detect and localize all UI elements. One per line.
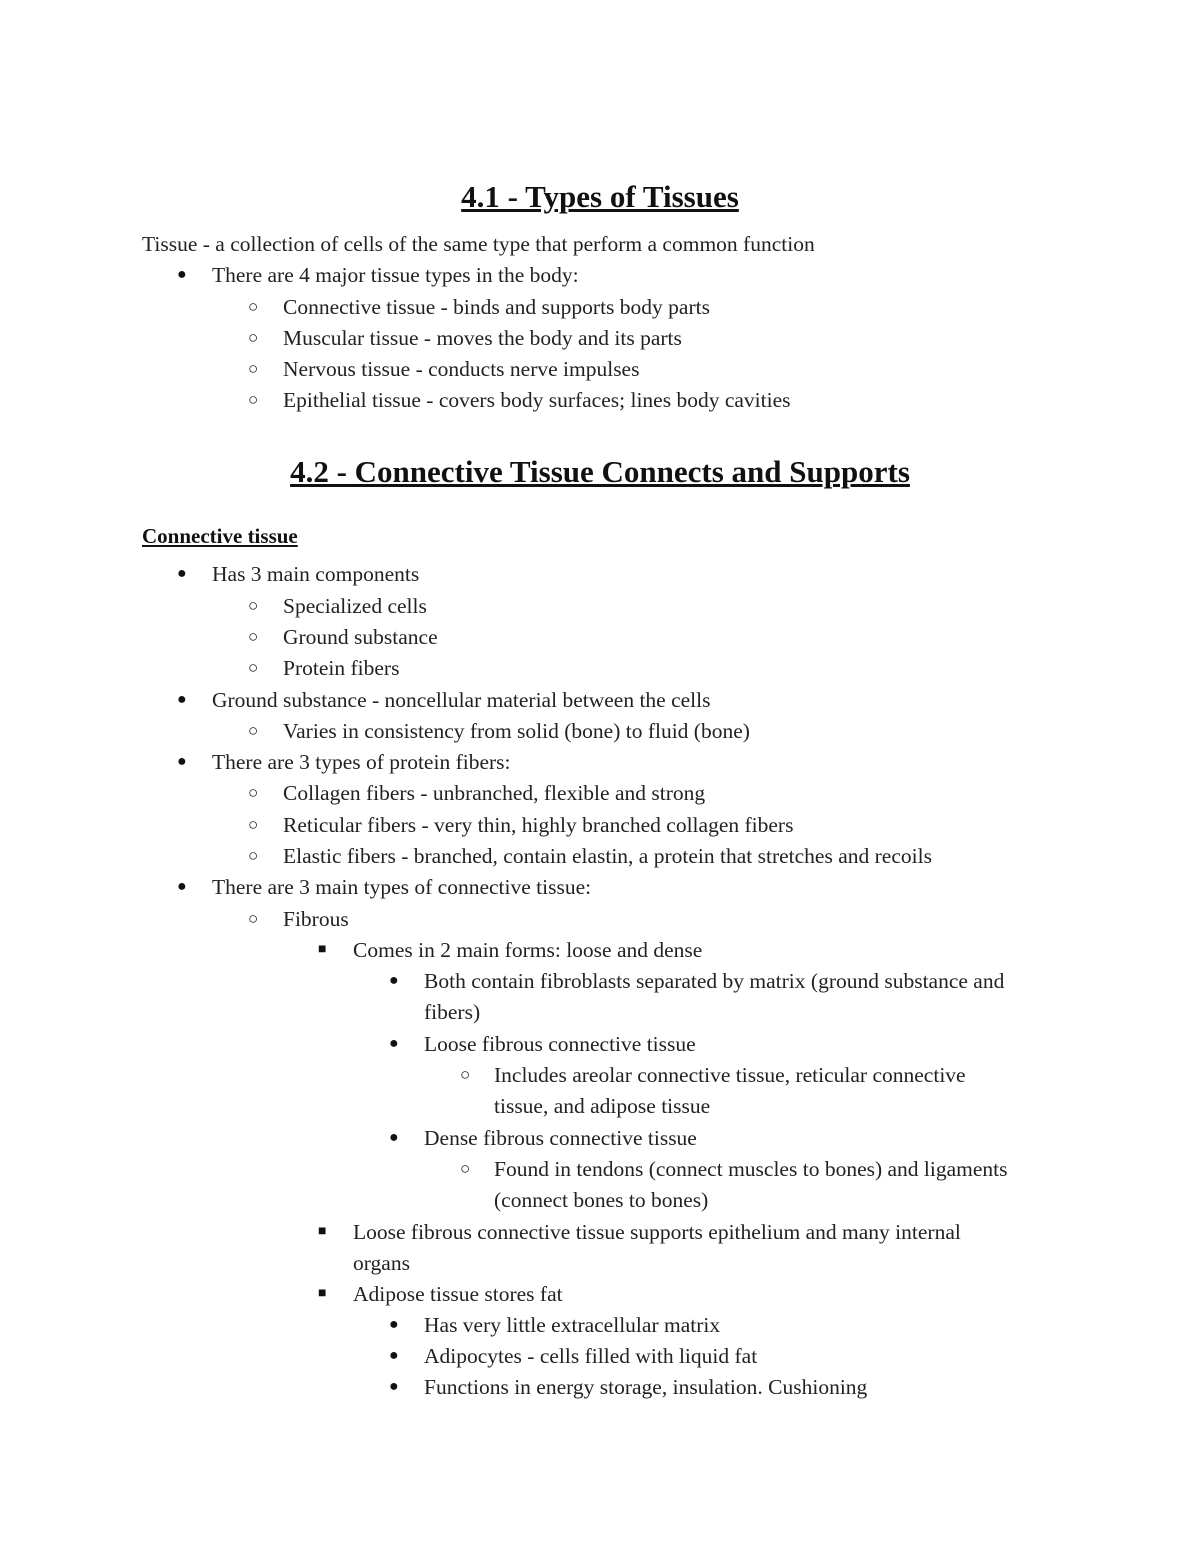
list-item: Comes in 2 main forms: loose and dense [353,938,703,962]
list-item: Nervous tissue - conducts nerve impulses [283,357,640,381]
list-item: Dense fibrous connective tissue [424,1126,697,1150]
list-item: Has 3 main components [212,562,420,586]
list-item: There are 4 major tissue types in the body: [212,263,579,287]
list-item-continuation: tissue, and adipose tissue [494,1094,711,1118]
list-item: Adipocytes - cells filled with liquid fat [424,1344,758,1368]
bullet-circle: ○ [248,815,259,834]
list-item-continuation: organs [353,1251,410,1275]
list-item: Elastic fibers - branched, contain elastin, a protein that stretches and recoils [283,844,932,868]
list-item: Collagen fibers - unbranched, flexible and strong [283,781,706,805]
bullet-circle: ○ [460,1065,471,1084]
list-item: There are 3 types of protein fibers: [212,750,511,774]
list-item: Loose fibrous connective tissue [424,1032,696,1056]
bullet-disc: ● [177,691,187,708]
bullet-disc: ● [177,878,187,895]
list-item: Ground substance - noncellular material between the cells [212,688,711,712]
list-item: Reticular fibers - very thin, highly branched collagen fibers [283,813,794,837]
list-item: Protein fibers [283,656,400,680]
list-item-continuation: fibers) [424,1000,481,1024]
list-item: Connective tissue - binds and supports body parts [283,295,710,319]
bullet-disc: ● [389,1129,399,1146]
bullet-circle: ○ [460,1159,471,1178]
list-item: Found in tendons (connect muscles to bones) and ligaments [494,1157,1008,1181]
list-item: Functions in energy storage, insulation. Cushioning [424,1375,868,1399]
list-item: Muscular tissue - moves the body and its parts [283,326,682,350]
bullet-disc: ● [177,266,187,283]
list-item: There are 3 main types of connective tissue: [212,875,592,899]
bullet-disc: ● [389,1378,399,1395]
bullet-disc: ● [389,1347,399,1364]
list-item: Epithelial tissue - covers body surfaces; lines body cavities [283,388,791,412]
subheading-connective-tissue: Connective tissue [142,524,298,548]
bullet-square: ■ [318,1286,327,1301]
bullet-disc: ● [177,565,187,582]
section-title-4-1: 4.1 - Types of Tissues [461,179,739,214]
list-item-continuation: (connect bones to bones) [494,1188,709,1212]
bullet-circle: ○ [248,359,259,378]
bullet-circle: ○ [248,783,259,802]
list-item: Adipose tissue stores fat [353,1282,563,1306]
bullet-circle: ○ [248,596,259,615]
bullet-square: ■ [318,1224,327,1239]
list-item: Fibrous [283,907,349,931]
bullet-disc: ● [389,1316,399,1333]
list-item: Ground substance [283,625,438,649]
list-item: Includes areolar connective tissue, reticular connective [494,1063,966,1087]
bullet-circle: ○ [248,909,259,928]
bullet-disc: ● [389,972,399,989]
bullet-circle: ○ [248,658,259,677]
list-item: Varies in consistency from solid (bone) to fluid (bone) [283,719,750,743]
bullet-circle: ○ [248,328,259,347]
section-title-4-2: 4.2 - Connective Tissue Connects and Supports [290,454,910,489]
list-item: Specialized cells [283,594,427,618]
bullet-square: ■ [318,942,327,957]
list-item: Both contain fibroblasts separated by matrix (ground substance and [424,969,1005,993]
bullet-disc: ● [177,753,187,770]
bullet-circle: ○ [248,627,259,646]
tissue-definition: Tissue - a collection of cells of the same type that perform a common function [142,232,815,256]
list-item: Loose fibrous connective tissue supports epithelium and many internal [353,1220,961,1244]
bullet-circle: ○ [248,846,259,865]
bullet-circle: ○ [248,721,259,740]
list-item: Has very little extracellular matrix [424,1313,721,1337]
bullet-circle: ○ [248,297,259,316]
bullet-circle: ○ [248,390,259,409]
bullet-disc: ● [389,1035,399,1052]
